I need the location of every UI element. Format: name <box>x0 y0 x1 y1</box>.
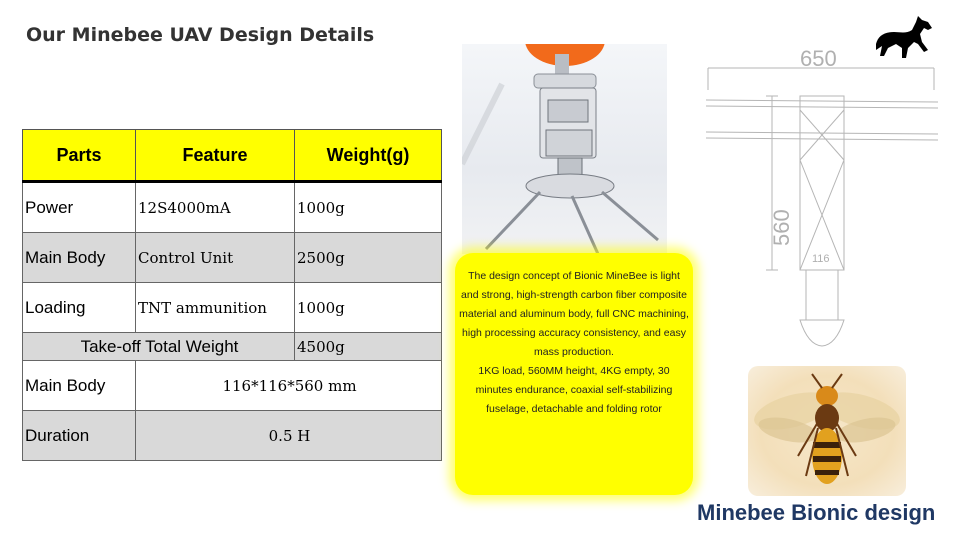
cell-total-label: Take-off Total Weight <box>23 333 295 361</box>
drawing-height-label: 560 <box>769 209 794 246</box>
header-feature: Feature <box>136 130 295 182</box>
description-text <box>459 267 689 419</box>
table-row-duration <box>23 411 442 461</box>
cell-weight: 1000g <box>295 182 442 233</box>
table-row-dimensions <box>23 361 442 411</box>
cell-feature: 12S4000mA <box>136 182 295 233</box>
table-row <box>23 283 442 333</box>
technical-drawing <box>706 40 938 350</box>
wasp-image <box>748 366 906 496</box>
cell-weight: 1000g <box>295 283 442 333</box>
drawing-body-label: 116 <box>812 253 830 265</box>
horse-logo-icon <box>872 14 934 60</box>
cell-feature: Control Unit <box>136 233 295 283</box>
design-caption: Minebee Bionic design <box>697 500 936 525</box>
drawing-width-label: 650 <box>800 46 837 71</box>
cell-weight: 2500g <box>295 233 442 283</box>
table-row-total <box>23 333 442 361</box>
uav-render-graphic <box>462 44 667 254</box>
description-callout <box>455 253 693 495</box>
header-parts: Parts <box>23 130 136 182</box>
cell-part: Main Body <box>23 361 136 411</box>
table-row <box>23 233 442 283</box>
table-row <box>23 182 442 233</box>
description-paragraph: 1KG load, 560MM height, 4KG empty, 30 minutes endurance, coaxial self-stabilizing fuselage, detachable and folding rotor <box>475 365 673 415</box>
cell-part: Power <box>23 182 136 233</box>
slide-title: Our Minebee UAV Design Details <box>26 24 375 46</box>
uav-render-image <box>462 44 667 254</box>
cell-feature: TNT ammunition <box>136 283 295 333</box>
cell-dimensions: 116*116*560 mm <box>136 361 442 411</box>
cell-total-weight: 4500g <box>295 333 442 361</box>
cell-part: Loading <box>23 283 136 333</box>
header-weight: Weight(g) <box>295 130 442 182</box>
cell-part: Duration <box>23 411 136 461</box>
table-header-row <box>23 130 442 182</box>
wasp-graphic <box>748 366 906 496</box>
description-paragraph: The design concept of Bionic MineBee is light and strong, high-strength carbon fiber composite material and aluminum body, full CNC machining, high processing accuracy consistency, and easy mass production. <box>459 270 689 358</box>
cell-duration: 0.5 H <box>136 411 442 461</box>
cell-part: Main Body <box>23 233 136 283</box>
specs-table <box>22 129 442 461</box>
